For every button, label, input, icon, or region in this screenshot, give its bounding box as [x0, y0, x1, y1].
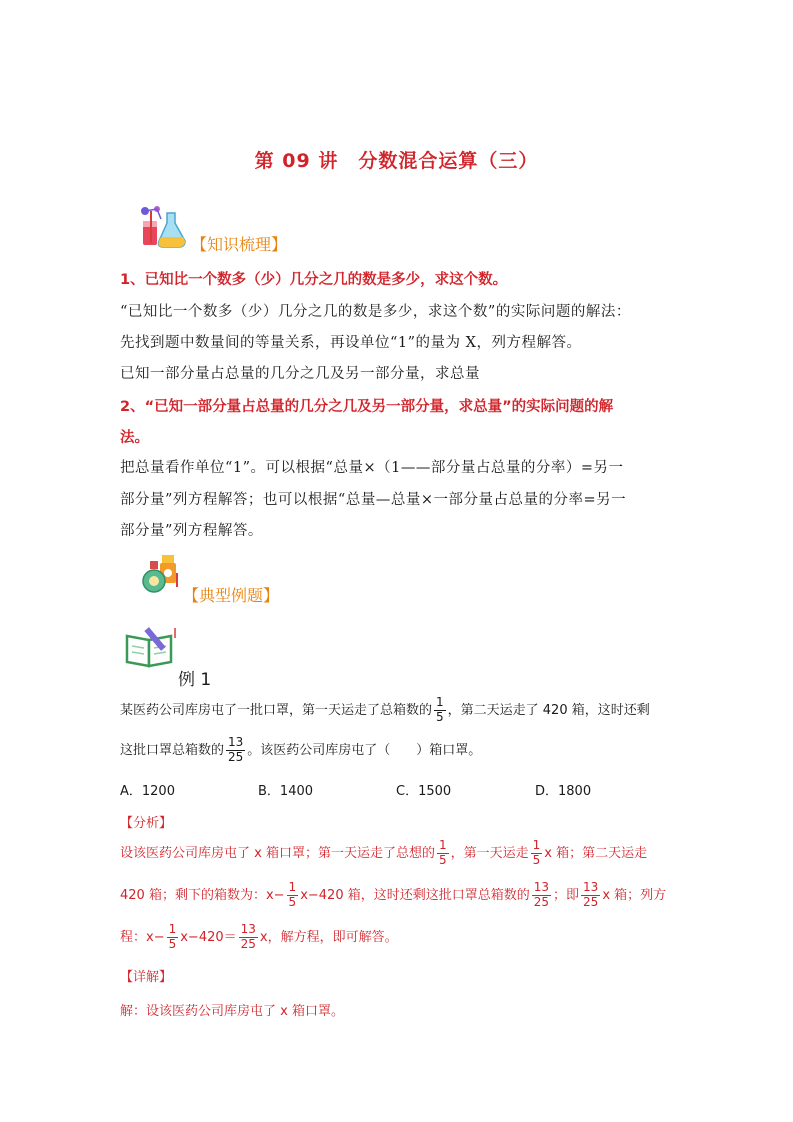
option-d: D．1800 — [535, 784, 592, 799]
option-a: A．1200 — [120, 784, 175, 799]
example-label: 例 1 — [178, 670, 212, 690]
fraction: $\frac{13}{25}$ — [533, 880, 550, 909]
knowledge-heading-2: 2、“已知一部分量占总量的几分之几及另一部分量，求总量”的实际问题的解 — [120, 399, 614, 415]
page-title: 第 09 讲 分数混合运算（三） — [254, 150, 539, 172]
knowledge-section-header: 【知识梳理】 — [191, 235, 288, 254]
fraction: $\frac{13}{25}$ — [583, 880, 599, 909]
option-b: B．1400 — [258, 784, 314, 799]
fraction: $\frac{1}{5}$ — [288, 880, 297, 909]
fraction: $\frac{13}{25}$ — [240, 922, 256, 951]
analysis-line-3: 程：x− $\frac{1}{5}$ x−420＝ $\frac{13}{25}$ x，解方程，即可解答。 — [120, 922, 398, 951]
fraction: $\frac{1}{5}$ — [436, 695, 444, 724]
knowledge-text: 部分量”列方程解答。 — [120, 523, 263, 539]
detail-line-1: 解：设该医药公司库房屯了 x 箱口罩。 — [120, 1004, 344, 1019]
knowledge-heading-2: 法。 — [120, 430, 149, 446]
knowledge-text: 把总量看作单位“1”。可以根据“总量×（1——部分量占总量的分率）=另一 — [120, 460, 624, 476]
option-c: C．1500 — [396, 784, 452, 799]
fraction: $\frac{13}{25}$ — [228, 735, 244, 764]
question-line-1: 某医药公司库房屯了一批口罩，第一天运走了总箱数的 $\frac{1}{5}$ ，第二天运走了 420 箱，这时还剩 — [120, 695, 650, 724]
knowledge-text: “已知比一个数多（少）几分之几的数是多少，求这个数”的实际问题的解法： — [120, 304, 631, 320]
bottles-icon — [138, 553, 180, 593]
detail-header: 【详解】 — [120, 970, 173, 985]
analysis-line-1: 设该医药公司库房屯了 x 箱口罩；第一天运走了总想的 $\frac{1}{5}$ ，第一天运走 $\frac{1}{5}$ x 箱；第二天运走 — [120, 838, 648, 867]
examples-section-header: 【典型例题】 — [183, 586, 280, 605]
knowledge-text: 先找到题中数量间的等量关系，再设单位“1”的量为 X，列方程解答。 — [120, 335, 582, 351]
book-pencil-icon — [124, 624, 178, 668]
question-line-2: 这批口罩总箱数的 $\frac{13}{25}$ 。该医药公司库房屯了（ ）箱口罩。 — [120, 735, 482, 764]
knowledge-heading-1: 1、已知比一个数多（少）几分之几的数是多少，求这个数。 — [120, 272, 508, 288]
fraction: $\frac{1}{5}$ — [532, 838, 541, 867]
analysis-line-2: 420 箱；剩下的箱数为：x− $\frac{1}{5}$ x−420 箱，这时还剩这批口罩总箱数的 $\frac{13}{25}$ ；即 $\frac{13}{25}$ x 箱；列方 — [120, 880, 667, 909]
fraction: $\frac{1}{5}$ — [168, 922, 177, 951]
analysis-header: 【分析】 — [120, 816, 173, 831]
knowledge-text: 已知一部分量占总量的几分之几及另一部分量，求总量 — [120, 366, 480, 382]
flask-icon — [137, 203, 189, 249]
knowledge-text: 部分量”列方程解答；也可以根据“总量—总量×一部分量占总量的分率=另一 — [120, 492, 627, 508]
fraction: $\frac{1}{5}$ — [438, 838, 447, 867]
